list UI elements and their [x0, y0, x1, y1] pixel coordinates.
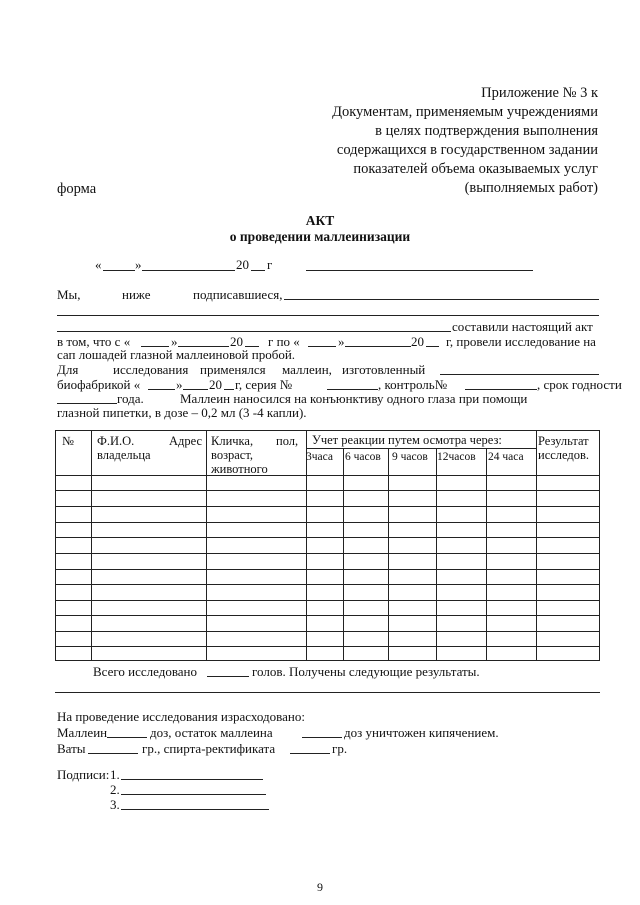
mallein-destroyed-text: доз уничтожен кипячением. [344, 725, 499, 740]
signature-number-2: 2. [110, 782, 120, 797]
table-row [56, 475, 599, 476]
bio-month-blank[interactable] [183, 389, 208, 390]
biofactory-label: биофабрикой « [57, 377, 141, 392]
expiry-label: , срок годности [537, 377, 622, 392]
to-month-blank[interactable] [345, 346, 411, 347]
table-row [56, 490, 599, 491]
total-label: Всего исследовано [93, 664, 198, 679]
date-month-blank[interactable] [142, 270, 235, 271]
table-row [56, 506, 599, 507]
expiry-blank[interactable] [57, 403, 117, 404]
header-address: Адрес [169, 434, 203, 448]
place-blank[interactable] [306, 270, 533, 271]
header-research: исследов. [538, 448, 590, 462]
header-result: Результат [538, 434, 589, 448]
form-label: форма [57, 181, 97, 197]
header-hour-12: 12часов [437, 451, 476, 463]
signatures-label: Подписи: [57, 767, 110, 782]
page-number: 9 [317, 880, 323, 894]
header-line-6: (выполняемых работ) [464, 180, 598, 196]
to-day-blank[interactable] [308, 346, 336, 347]
total-heads-blank[interactable] [207, 676, 249, 677]
appendix-line: Приложение № 3 к [481, 85, 598, 101]
year-word: года. [117, 391, 144, 406]
table-row [56, 522, 599, 523]
act-title: АКТ [305, 213, 335, 228]
signature-number-3: 3. [110, 797, 120, 812]
bio-year-blank[interactable] [224, 389, 234, 390]
header-hour-6: 6 часов [345, 451, 381, 463]
header-hour-24: 24 часа [488, 451, 524, 463]
header-nickname: Кличка, [211, 434, 254, 448]
date-g-label: г [267, 257, 273, 272]
mallein-remainder-label: доз, остаток маллеина [150, 725, 273, 740]
table-row [56, 537, 599, 538]
manufactured-word: изготовленный [342, 362, 426, 377]
act-subtitle: о проведении маллеинизации [229, 229, 411, 244]
bio-day-blank[interactable] [148, 389, 175, 390]
for-word: Для [57, 362, 79, 377]
table-row [56, 615, 599, 616]
series-label: г, серия № [235, 377, 293, 392]
used-word: применялся [200, 362, 266, 377]
control-label: , контроль№ [378, 377, 448, 392]
header-owner: владельца [97, 448, 151, 462]
mallein-remainder-blank[interactable] [302, 737, 342, 738]
bio-quote-close: » [176, 377, 183, 392]
signature-line-1[interactable] [121, 779, 263, 780]
header-line-2: Документам, применяемым учреждениями [332, 104, 598, 120]
cotton-grams-blank[interactable] [88, 753, 138, 754]
conducted-text: г, провели исследование на [446, 334, 596, 349]
header-line-3: в целях подтверждения выполнения [375, 123, 598, 139]
date-quote-close: » [135, 257, 142, 272]
date-day-blank[interactable] [103, 270, 135, 271]
spent-title: На проведение исследования израсходовано: [57, 709, 305, 724]
col-divider [91, 431, 92, 660]
cotton-label: Ваты [57, 741, 86, 756]
date-quote-open: « [95, 257, 102, 272]
from-quote-close: » [171, 334, 178, 349]
to-label: г по « [268, 334, 300, 349]
application-text: Маллеин наносился на конъюнктиву одного глаза при помощи [180, 391, 528, 406]
manufacturer-blank[interactable] [440, 374, 599, 375]
we-word: Мы, [57, 287, 81, 302]
header-fio: Ф.И.О. [97, 434, 135, 448]
table-row [56, 600, 599, 601]
col-divider [306, 431, 307, 660]
signers-blank-2[interactable] [57, 315, 599, 316]
to-year-prefix: 20 [411, 334, 424, 349]
col-divider [206, 431, 207, 660]
results-table [55, 430, 600, 661]
date-year-blank[interactable] [251, 270, 265, 271]
mallein-word: маллеин, [282, 362, 332, 377]
header-no: № [62, 434, 74, 448]
alcohol-unit: гр. [332, 741, 348, 756]
col-divider [536, 431, 537, 660]
header-age: возраст, [211, 448, 253, 462]
signature-line-3[interactable] [121, 809, 269, 810]
results-blank-line[interactable] [55, 692, 600, 693]
pipette-text: глазной пипетки, в дозе – 0,2 мл (3 -4 капли). [57, 405, 307, 420]
table-row [56, 646, 599, 647]
signers-blank-3[interactable] [57, 331, 451, 332]
date-year-prefix: 20 [236, 257, 249, 272]
to-year-blank[interactable] [426, 346, 439, 347]
below-word: ниже [122, 287, 151, 302]
hour-divider [436, 448, 437, 660]
reaction-subheader-line [306, 448, 536, 449]
from-year-prefix: 20 [230, 334, 243, 349]
table-row [56, 631, 599, 632]
to-quote-close: » [338, 334, 345, 349]
mallein-label: Маллеин [57, 725, 108, 740]
control-blank[interactable] [465, 389, 537, 390]
hour-divider [343, 448, 344, 660]
signers-blank-1[interactable] [284, 299, 599, 300]
hour-divider [486, 448, 487, 660]
header-line-5: показателей объема оказываемых услуг [353, 161, 598, 177]
bio-year-prefix: 20 [209, 377, 222, 392]
table-row [56, 553, 599, 554]
header-animal: животного [211, 462, 268, 476]
total-results-text: голов. Получены следующие результаты. [252, 664, 480, 679]
header-reaction: Учет реакции путем осмотра через: [312, 433, 502, 447]
signature-number-1: 1. [110, 767, 120, 782]
alcohol-grams-blank[interactable] [290, 753, 330, 754]
header-hour-3: 3часа [306, 451, 333, 463]
signed-word: подписавшиеся, [193, 287, 283, 302]
series-blank[interactable] [327, 389, 378, 390]
that-from-label: в том, что с « [57, 334, 131, 349]
table-row [56, 569, 599, 570]
composed-text: составили настоящий акт [452, 319, 593, 334]
signature-line-2[interactable] [121, 794, 266, 795]
hour-divider [388, 448, 389, 660]
sap-text: сап лошадей глазной маллеиновой пробой. [57, 347, 296, 362]
header-line-4: содержащихся в государственном задании [336, 142, 598, 158]
table-row [56, 584, 599, 585]
header-sex: пол, [276, 434, 299, 448]
research-word: исследования [113, 362, 189, 377]
mallein-doses-blank[interactable] [107, 737, 147, 738]
header-hour-9: 9 часов [392, 451, 428, 463]
alcohol-label: гр., спирта-ректификата [142, 741, 276, 756]
